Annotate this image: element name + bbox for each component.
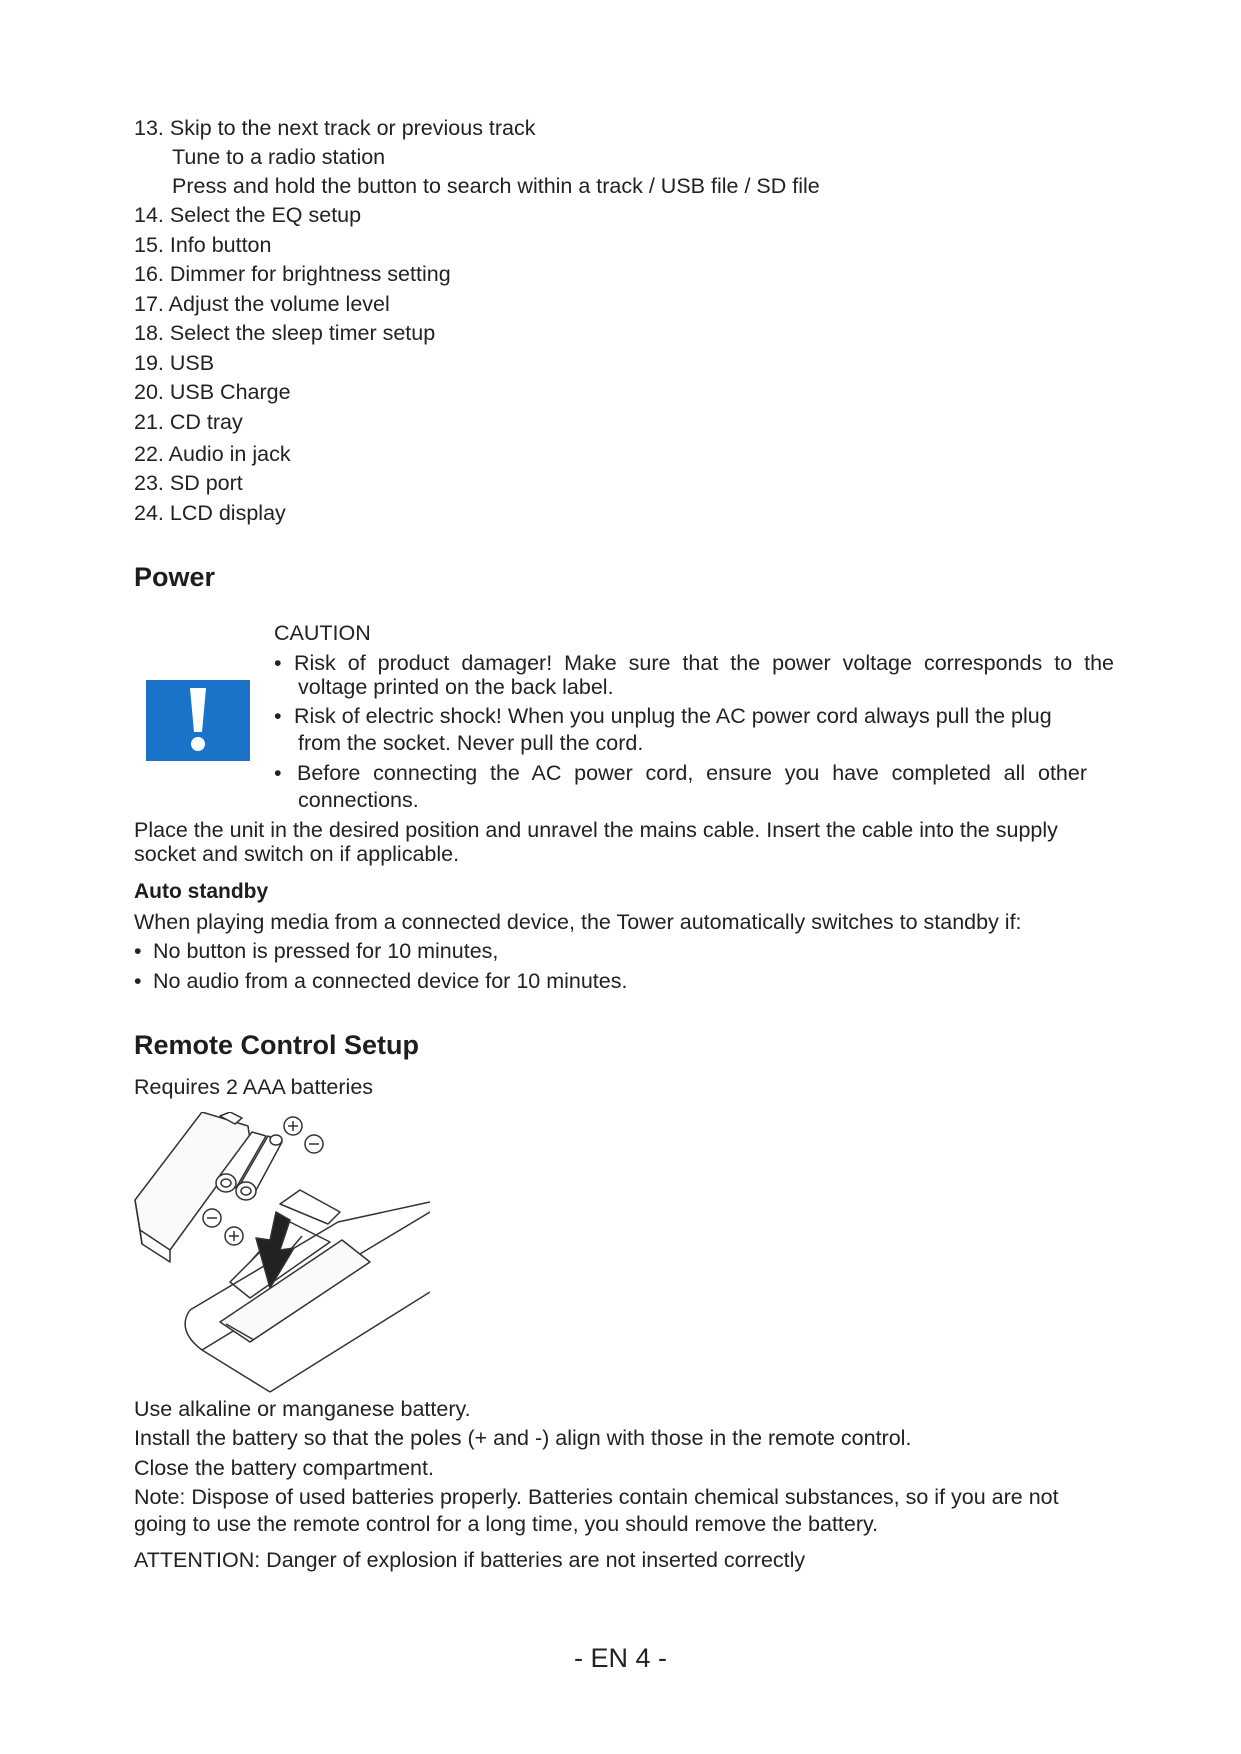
remote-requires: Requires 2 AAA batteries <box>134 1075 374 1099</box>
bullet-dot: • <box>274 704 282 728</box>
list-item: 22. Audio in jack <box>134 442 291 466</box>
list-item: 15. Info button <box>134 233 272 257</box>
remote-battery-illustration <box>130 1112 430 1394</box>
list-item: 24. LCD display <box>134 501 286 525</box>
caution-bullet-line: connections. <box>298 788 419 812</box>
auto-standby-intro: When playing media from a connected device, the Tower automatically switches to standby if: <box>134 910 1022 934</box>
caution-bullet-line: voltage printed on the back label. <box>298 675 614 699</box>
list-item: 17. Adjust the volume level <box>134 292 390 316</box>
list-item: Press and hold the button to search within a track / USB file / SD file <box>172 174 820 198</box>
caution-bullet-line: Risk of electric shock! When you unplug the AC power cord always pull the plug <box>294 704 1052 728</box>
placement-text: socket and switch on if applicable. <box>134 842 460 866</box>
caution-bullet-line: Before connecting the AC power cord, ensure you have completed all other <box>297 761 1087 785</box>
remote-instruction: Install the battery so that the poles (+ and -) align with those in the remote control. <box>134 1426 912 1450</box>
caution-bullet-line: Risk of product damager! Make sure that the power voltage corresponds to the <box>294 651 1114 675</box>
caution-title: CAUTION <box>274 621 371 645</box>
remote-heading: Remote Control Setup <box>134 1030 420 1060</box>
remote-attention: ATTENTION: Danger of explosion if batteries are not inserted correctly <box>134 1548 806 1572</box>
remote-note: going to use the remote control for a long time, you should remove the battery. <box>134 1512 879 1536</box>
list-item: 20. USB Charge <box>134 380 291 404</box>
page-number: - EN 4 - <box>573 1643 667 1673</box>
power-heading: Power <box>134 562 216 592</box>
remote-note: Note: Dispose of used batteries properly. Batteries contain chemical substances, so if you are not <box>134 1485 1059 1509</box>
bullet-dot: • <box>134 969 142 993</box>
list-item: 21. CD tray <box>134 410 243 434</box>
list-item: 18. Select the sleep timer setup <box>134 321 436 345</box>
list-item: 14. Select the EQ setup <box>134 203 362 227</box>
exclamation-icon <box>146 680 250 761</box>
list-item: Tune to a radio station <box>172 145 386 169</box>
placement-text: Place the unit in the desired position and unravel the mains cable. Insert the cable into the supply <box>134 818 1058 842</box>
bullet-dot: • <box>274 651 282 675</box>
auto-standby-bullet: No button is pressed for 10 minutes, <box>153 939 499 963</box>
bullet-dot: • <box>274 761 282 785</box>
list-item: 13. Skip to the next track or previous track <box>134 116 536 140</box>
auto-standby-bullet: No audio from a connected device for 10 minutes. <box>153 969 628 993</box>
list-item: 23. SD port <box>134 471 243 495</box>
caution-bullet-line: from the socket. Never pull the cord. <box>298 731 644 755</box>
bullet-dot: • <box>134 939 142 963</box>
list-item: 19. USB <box>134 351 215 375</box>
remote-instruction: Close the battery compartment. <box>134 1456 434 1480</box>
remote-instruction: Use alkaline or manganese battery. <box>134 1397 471 1421</box>
list-item: 16. Dimmer for brightness setting <box>134 262 451 286</box>
auto-standby-heading: Auto standby <box>134 880 269 903</box>
